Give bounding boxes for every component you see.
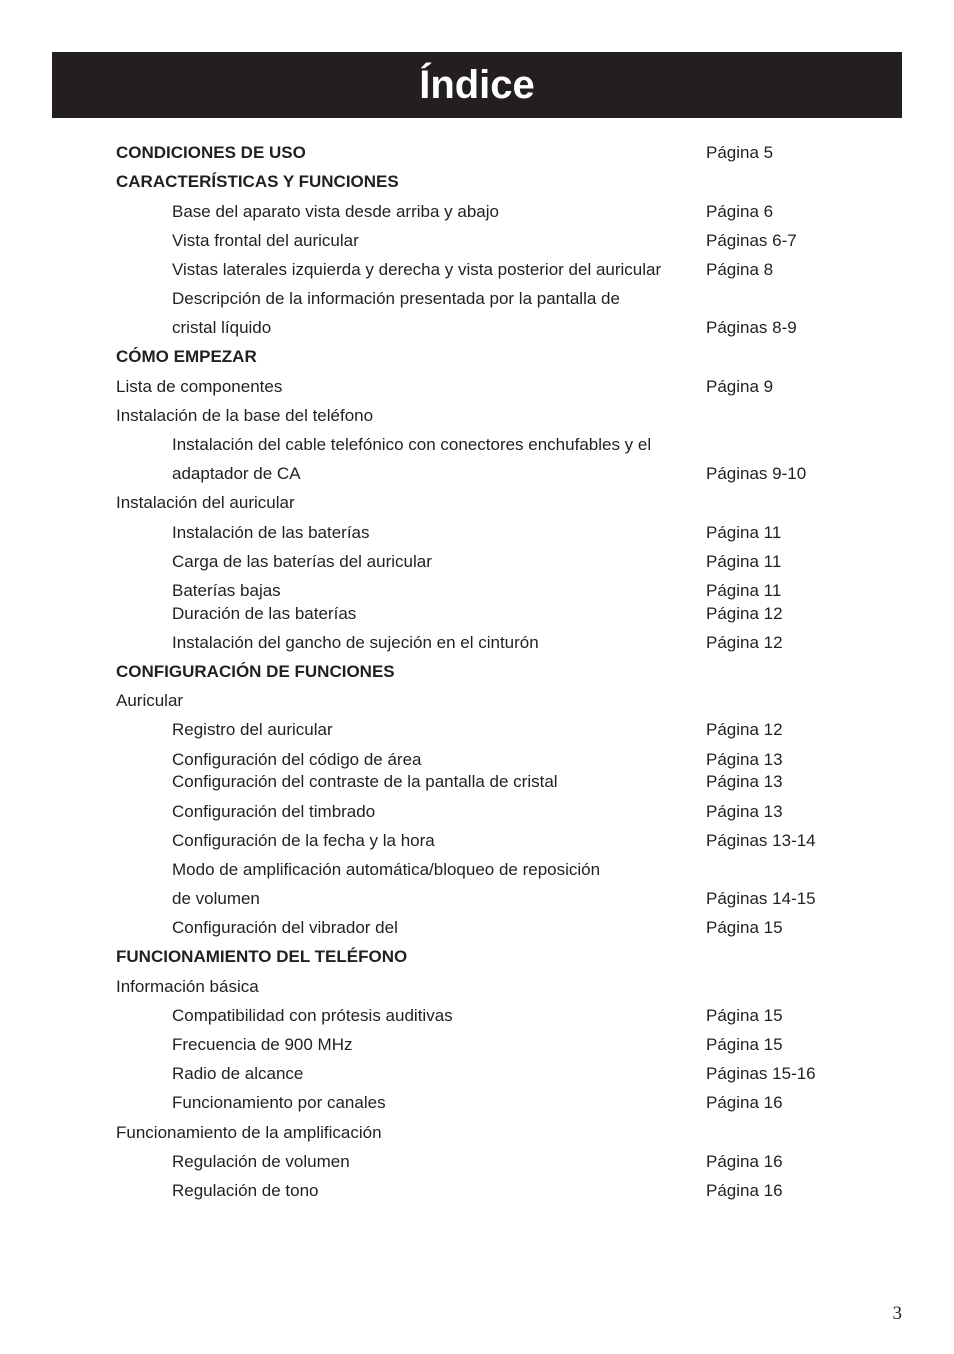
toc-entry <box>116 749 876 771</box>
toc-entry-label: Base del aparato vista desde arriba y abajo <box>172 202 499 221</box>
page-title: Índice <box>419 63 535 107</box>
toc-entry-page-ref: Página 6 <box>706 202 774 221</box>
toc-entry-page-ref: Página 11 <box>706 581 782 600</box>
toc-section-heading <box>116 346 876 368</box>
toc-section-heading <box>116 142 876 164</box>
toc-entry <box>116 259 876 281</box>
toc-entry-page-ref: Páginas 8-9 <box>706 318 797 337</box>
toc-entry-label: Información básica <box>116 977 259 996</box>
toc-entry <box>116 288 876 310</box>
toc-entry-label: Compatibilidad con prótesis auditivas <box>172 1006 453 1025</box>
toc-entry-label: Instalación del cable telefónico con conectores enchufables y el <box>172 435 652 454</box>
toc-entry-label: Configuración de la fecha y la hora <box>172 831 435 850</box>
toc-entry-page-ref: Página 13 <box>706 750 783 769</box>
toc-entry <box>116 463 876 485</box>
toc-entry-page-ref: Páginas 9-10 <box>706 464 807 483</box>
toc-entry-label: CÓMO EMPEZAR <box>116 347 257 366</box>
toc-entry-label: Registro del auricular <box>172 720 333 739</box>
toc-entry-label: Auricular <box>116 691 184 710</box>
toc-section-heading <box>116 171 876 193</box>
toc-entry-label: FUNCIONAMIENTO DEL TELÉFONO <box>116 947 408 966</box>
toc-entry-label: Descripción de la información presentada por la pantalla de <box>172 289 620 308</box>
toc-entry-page-ref: Página 12 <box>706 633 783 652</box>
toc-entry-page-ref: Páginas 15-16 <box>706 1064 816 1083</box>
toc-entry-page-ref: Página 12 <box>706 604 783 623</box>
toc-entry-label: de volumen <box>172 889 260 908</box>
toc-entry <box>116 1092 876 1114</box>
toc-entry-page-ref: Página 9 <box>706 377 774 396</box>
toc-entry-label: Instalación del auricular <box>116 493 295 512</box>
toc-entry <box>116 917 876 939</box>
toc-entry-label: Funcionamiento por canales <box>172 1093 386 1112</box>
toc-entry <box>116 376 876 398</box>
toc-entry <box>116 551 876 573</box>
toc-entry-label: Configuración del timbrado <box>172 802 376 821</box>
toc-entry <box>116 690 876 712</box>
toc-entry-label: Configuración del código de área <box>172 750 422 769</box>
toc-entry-page-ref: Página 11 <box>706 523 782 542</box>
toc-entry-label: Frecuencia de 900 MHz <box>172 1035 353 1054</box>
toc-entry <box>116 317 876 339</box>
toc-entry <box>116 201 876 223</box>
toc-entry-page-ref: Páginas 6-7 <box>706 231 797 250</box>
toc-entry <box>116 580 876 602</box>
toc-entry <box>116 522 876 544</box>
toc-section-heading <box>116 946 876 968</box>
toc-entry <box>116 434 876 456</box>
toc-entry-label: Configuración del contraste de la pantalla de cristal <box>172 772 558 791</box>
toc-entry <box>116 1034 876 1056</box>
toc-entry <box>116 492 876 514</box>
toc-entry-label: Radio de alcance <box>172 1064 304 1083</box>
toc-entry-page-ref: Páginas 14-15 <box>706 889 816 908</box>
toc-entry-page-ref: Página 15 <box>706 1006 783 1025</box>
toc-entry-page-ref: Páginas 13-14 <box>706 831 816 850</box>
toc-entry-page-ref: Página 11 <box>706 552 782 571</box>
toc-entry-label: CONDICIONES DE USO <box>116 143 306 162</box>
toc-entry <box>116 1063 876 1085</box>
page-number: 3 <box>892 1303 902 1324</box>
toc-entry-page-ref: Página 13 <box>706 772 783 791</box>
toc-entry-label: Modo de amplificación automática/bloqueo de reposición <box>172 860 601 879</box>
toc-entry <box>116 1151 876 1173</box>
toc-entry-label: Duración de las baterías <box>172 604 357 623</box>
toc-entry-label: Instalación del gancho de sujeción en el cinturón <box>172 633 539 652</box>
toc-entry <box>116 830 876 852</box>
toc-entry-label: Configuración del vibrador del <box>172 918 398 937</box>
toc-section-heading <box>116 661 876 683</box>
toc-entry-page-ref: Página 8 <box>706 260 774 279</box>
toc-entry <box>116 801 876 823</box>
toc-entry-label: CONFIGURACIÓN DE FUNCIONES <box>116 662 395 681</box>
toc-entry-label: Carga de las baterías del auricular <box>172 552 432 571</box>
toc-entry-label: Vista frontal del auricular <box>172 231 359 250</box>
toc-entry <box>116 1180 876 1202</box>
toc-entry <box>116 771 876 793</box>
toc-entry-page-ref: Página 16 <box>706 1181 783 1200</box>
toc-entry <box>116 859 876 881</box>
toc-entry <box>116 976 876 998</box>
toc-entry-label: Instalación de la base del teléfono <box>116 406 374 425</box>
toc-entry <box>116 405 876 427</box>
toc-entry-label: Regulación de tono <box>172 1181 319 1200</box>
toc-entry <box>116 719 876 741</box>
toc-entry-label: Instalación de las baterías <box>172 523 370 542</box>
toc-entry-label: Lista de componentes <box>116 377 283 396</box>
toc-entry <box>116 230 876 252</box>
toc-entry-label: CARACTERÍSTICAS Y FUNCIONES <box>116 172 399 191</box>
toc-entry <box>116 888 876 910</box>
toc-entry-label: cristal líquido <box>172 318 272 337</box>
toc-entry-page-ref: Página 13 <box>706 802 783 821</box>
toc-entry-label: Baterías bajas <box>172 581 281 600</box>
toc-entry <box>116 1122 876 1144</box>
toc-entry <box>116 1005 876 1027</box>
toc-entry-label: Regulación de volumen <box>172 1152 350 1171</box>
toc-entry-page-ref: Página 5 <box>706 143 774 162</box>
toc-entry-page-ref: Página 16 <box>706 1152 783 1171</box>
toc-entry-label: adaptador de CA <box>172 464 301 483</box>
toc-entry-page-ref: Página 16 <box>706 1093 783 1112</box>
toc-entry-page-ref: Página 15 <box>706 1035 783 1054</box>
toc-entry <box>116 603 876 625</box>
toc-entry-label: Funcionamiento de la amplificación <box>116 1123 382 1142</box>
toc-entry-page-ref: Página 15 <box>706 918 783 937</box>
toc-entry <box>116 632 876 654</box>
toc-entry-page-ref: Página 12 <box>706 720 783 739</box>
toc-entry-label: Vistas laterales izquierda y derecha y vista posterior del auricular <box>172 260 662 279</box>
